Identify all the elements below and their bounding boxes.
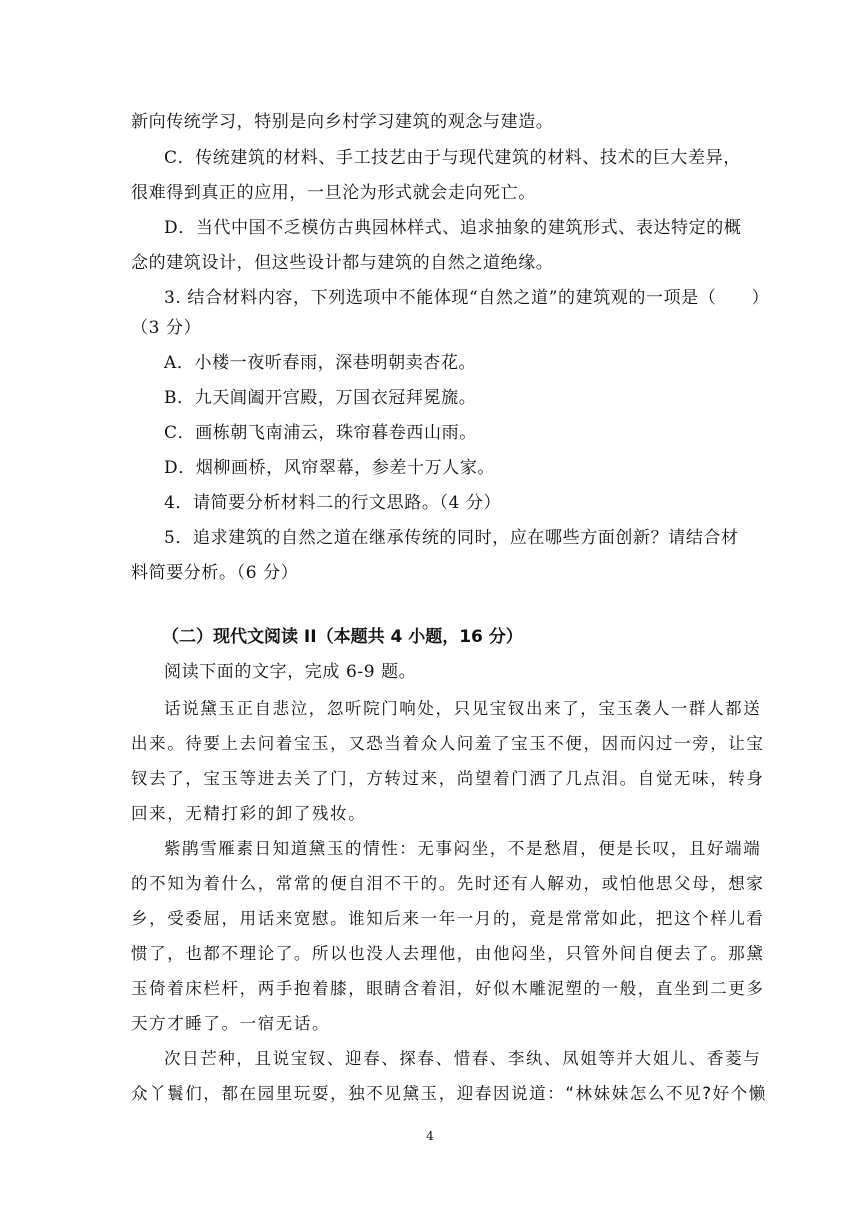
question-3-option-c: C．画栋朝飞南浦云，珠帘暮卷西山雨。 [164,423,477,443]
option-d-line-1: D．当代中国不乏模仿古典园林样式、追求抽象的建筑形式、表达特定的概 [164,218,742,238]
question-3-stem: 3. 结合材料内容，下列选项中不能体现“自然之道”的建筑观的一项是（ ） [164,288,770,308]
question-4: 4．请简要分析材料二的行文思路。（4 分） [164,493,502,513]
passage-line: 话说黛玉正自悲泣，忽听院门响处，只见宝钗出来了，宝玉袭人一群人都送 [164,699,762,718]
passage-line: 出来。待要上去问着宝玉，又恐当着众人问羞了宝玉不便，因而闪过一旁，让宝 [131,734,765,753]
option-c-line-2: 很难得到真正的应用，一旦沦为形式就会走向死亡。 [131,183,536,203]
passage-line: 惯了，也都不理论了。所以也没人去理他，由他闷坐，只管外间自便去了。那黛 [131,944,765,963]
question-3-option-d: D．烟柳画桥，风帘翠幕，参差十万人家。 [164,458,496,478]
passage-line: 次日芒种，且说宝钗、迎春、探春、惜春、李纨、凤姐等并大姐儿、香菱与 [164,1049,762,1068]
option-d-line-2: 念的建筑设计，但这些设计都与建筑的自然之道绝缘。 [131,253,554,273]
passage-line: 的不知为着什么，常常的便自泪不干的。先时还有人解劝，或怕他思父母，想家 [131,874,765,893]
page-number: 4 [426,1129,434,1143]
passage-line: 玉倚着床栏杆，两手抱着膝，眼睛含着泪，好似木雕泥塑的一般，直坐到二更多 [131,979,765,998]
question-3-points: （3 分） [131,318,202,338]
passage-line: 天方才睡了。一宿无话。 [131,1014,331,1033]
passage-line: 回来，无精打彩的卸了残妆。 [131,804,367,823]
passage-line: 乡，受委屈，用话来宽慰。谁知后来一年一月的，竟是常常如此，把这个样儿看 [131,909,765,928]
passage-line: 众丫鬟们，都在园里玩耍，独不见黛玉，迎春因说道：“林妹妹怎么不见?好个懒 [131,1084,767,1103]
section-2-instruction: 阅读下面的文字，完成 6-9 题。 [164,662,417,682]
section-2-heading: （二）现代文阅读 II（本题共 4 小题，16 分） [162,627,523,647]
question-3-option-b: B．九天阊阖开宫殿，万国衣冠拜冕旒。 [164,388,477,408]
passage-line: 紫鹃雪雁素日知道黛玉的情性：无事闷坐，不是愁眉，便是长叹，且好端端 [164,839,762,858]
option-c-line-1: C．传统建筑的材料、手工技艺由于与现代建筑的材料、技术的巨大差异， [164,148,741,168]
question-5-line-1: 5．追求建筑的自然之道在继承传统的同时，应在哪些方面创新？请结合材 [164,528,739,548]
question-3-option-a: A．小楼一夜听春雨，深巷明朝卖杏花。 [164,353,477,373]
material-continuation-text: 新向传统学习，特别是向乡村学习建筑的观念与建造。 [131,112,554,132]
question-5-line-2: 料简要分析。（6 分） [131,563,299,583]
passage-line: 钗去了，宝玉等进去关了门，方转过来，尚望着门洒了几点泪。自觉无味，转身 [131,769,765,788]
